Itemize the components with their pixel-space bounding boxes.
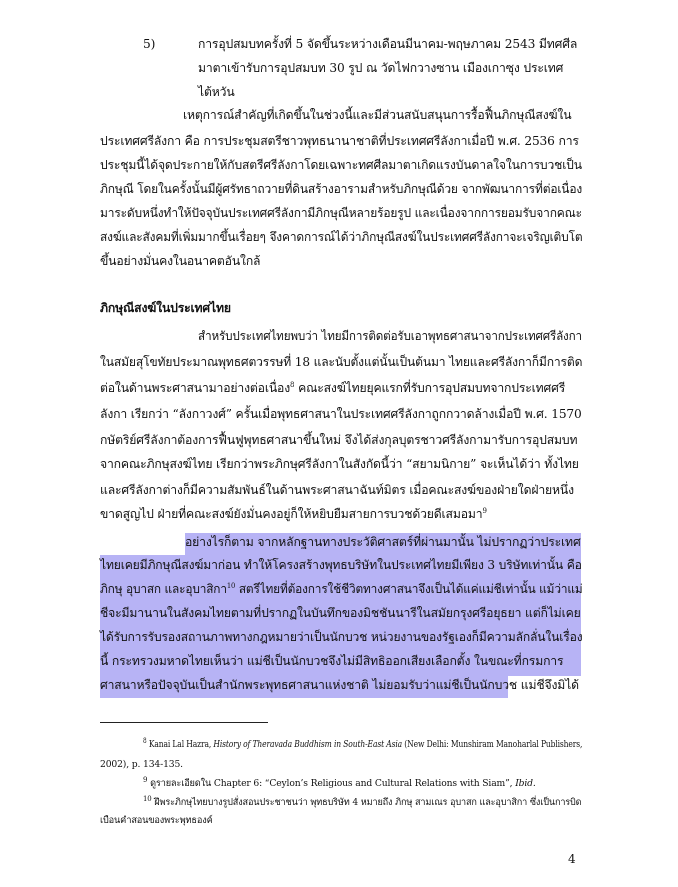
section-heading: ภิกษุณีสงฆ์ในประเทศไทย xyxy=(100,301,231,315)
item5-line-3: ไต้หวัน xyxy=(198,85,235,99)
para1-line-7: ขึ้นอย่างมั่นคงในอนาคตอันใกล้ xyxy=(100,254,261,268)
para3-line-4: ชีจะมีมานานในสังคมไทยตามที่ปรากฏในบันทึกของมิชชันนารีในสมัยกรุงศรีอยุธยา แต่ก็ไม่เคย xyxy=(100,606,581,620)
para2-line-3 xyxy=(100,380,565,396)
footnote-ref-9[interactable]: 9 xyxy=(482,506,487,515)
para2-line-8 xyxy=(100,506,487,522)
para3-line-7 xyxy=(100,677,579,693)
para2-line-5: กษัตริย์ศรีลังกาต้องการฟื้นฟูพุทธศาสนาขึ้นใหม่ จึงได้ส่งกุลบุตรชาวศรีลังกามารับการอุปสมบท xyxy=(100,433,578,447)
para1-line-1: เหตุการณ์สำคัญที่เกิดขึ้นในช่วงนี้และมีส่วนสนับสนุนการรื้อฟื้นภิกษุณีสงฆ์ใน xyxy=(183,108,572,122)
footnote-10-line-1: ฝึพระภิกษุไทยบางรูปสั่งสอนประชาชนว่า พุทธบริษัท 4 หมายถึง ภิกษุ สามเณร อุบาสก และอุบาสิกา ซึ่งเป็นการบิด xyxy=(154,797,582,808)
para3-line-7-unselected: แม่ชีจึงมิได้ xyxy=(520,678,579,692)
item-number: 5) xyxy=(143,37,156,51)
footnote-8-title: History of Theravada Buddhism in South-East Asia xyxy=(213,739,403,750)
para1-line-6: สงฆ์และสังคมที่เพิ่มมากขึ้นเรื่อยๆ จึงคาดการณ์ได้ว่าภิกษุณีสงฆ์ในประเทศศรีลังกาจะเจริญเติบโต xyxy=(100,230,583,244)
para2-line-6: จากคณะภิกษุสงฆ์ไทย เรียกว่าพระภิกษุศรีลังกาในสังกัดนี้ว่า “สยามนิกาย” จะเห็นได้ว่า ทั้งไทย xyxy=(100,457,579,471)
para3-line-6: นี้ กระทรวงมหาดไทยเห็นว่า แม่ชีเป็นนักบวชจึงไม่มีสิทธิออกเสียงเลือกตั้ง ในขณะที่กรมการ xyxy=(100,654,564,668)
para2-line-4: ลังกา เรียกว่า “ลังกาวงศ์” ครั้นเมื่อพุทธศาสนาในประเทศศรีลังกาถูกกวาดล้างเมื่อปี พ.ศ. 1570 xyxy=(100,407,582,421)
footnote-8-mark: 8 xyxy=(143,736,147,745)
footnote-8-rest: (New Delhi: Munshiram Manoharlal Publishers, xyxy=(402,739,583,750)
footnote-ref-10[interactable]: 10 xyxy=(226,581,236,590)
para3-line-2: ไทยเคยมีภิกษุณีสงฆ์มาก่อน ทำให้โครงสร้างพุทธบริษัทในประเทศไทยมีเพียง 3 บริษัทเท่านั้น คือ xyxy=(100,558,582,572)
item5-line-1: การอุปสมบทครั้งที่ 5 จัดขึ้นระหว่างเดือนมีนาคม-พฤษภาคม 2543 มีทศศีล xyxy=(198,37,578,51)
para3-line-5: ได้รับการรับรองสถานภาพทางกฎหมายว่าเป็นนักบวช หน่วยงานของรัฐเองก็มีความลักลั่นในเรื่อง xyxy=(100,630,583,644)
para3-line-3-a: ภิกษุ อุบาสก และอุบาสิกา xyxy=(100,582,227,596)
footnote-9-ibid: Ibid. xyxy=(515,778,536,789)
item5-line-2: มาตาเข้ารับการอุปสมบท 30 รูป ณ วัดไฟกวางซาน เมืองเกาซุง ประเทศ xyxy=(198,61,564,75)
footnote-10 xyxy=(143,796,581,809)
para2-line-8-text: ขาดสูญไป ฝ่ายที่คณะสงฆ์ยังมั่นคงอยู่ก็ให้หยิบยืมสายการบวชด้วยดีเสมอมา xyxy=(100,507,483,521)
footnote-8-line-2: 2002), p. 134-135. xyxy=(100,759,183,770)
footnote-ref-8[interactable]: 8 xyxy=(290,380,295,389)
footnote-8-author: Kanai Lal Hazra, xyxy=(148,739,214,750)
para3-line-1: อย่างไรก็ตาม จากหลักฐานทางประวัติศาสตร์ที่ผ่านมานั้น ไม่ปรากฏว่าประเทศ xyxy=(185,535,581,549)
para1-line-4: ภิกษุณี โดยในครั้งนั้นมีผู้ศรัทธาถวายที่ดินสร้างอารามสำหรับภิกษุณีด้วย จากพัฒนาการที่ต่อเนื่อง xyxy=(100,182,583,196)
footnote-9 xyxy=(143,777,536,790)
footnote-10-line-2: เบือนคำสอนของพระพุทธองค์ xyxy=(100,815,213,826)
footnote-9-mark: 9 xyxy=(143,775,148,784)
footnote-8 xyxy=(143,738,582,751)
para2-line-3-a: ต่อในด้านพระศาสนามาอย่างต่อเนื่อง xyxy=(100,381,291,395)
para1-line-5: มาระดับหนึ่งทำให้ปัจจุบันประเทศศรีลังกามีภิกษุณีหลายร้อยรูป และเนื่องจากการยอมรับจากคณะ xyxy=(100,206,582,220)
page-number: 4 xyxy=(568,852,576,866)
para3-line-7-selected: ศาสนาหรือปัจจุบันเป็นสำนักพระพุทธศาสนาแห่งชาติ ไม่ยอมรับว่าแม่ชีเป็นนักบวช xyxy=(100,678,518,692)
para1-line-3: ประชุมนี้ได้จุดประกายให้กับสตรีศรีลังกาโดยเฉพาะทศศีลมาตาเกิดแรงบันดาลใจในการบวชเป็น xyxy=(100,158,582,172)
para1-line-2: ประเทศศรีลังกา คือ การประชุมสตรีชาวพุทธนานาชาติที่ประเทศศรีลังกาเมื่อปี พ.ศ. 2536 การ xyxy=(100,134,579,148)
para2-line-1: สำหรับประเทศไทยพบว่า ไทยมีการติดต่อรับเอาพุทธศาสนาจากประเทศศรีลังกา xyxy=(198,329,582,343)
footnote-9-text: ดูรายละเอียดใน Chapter 6: “Ceylon’s Religious and Cultural Relations with Siam”, xyxy=(150,778,516,789)
footnote-10-mark: 10 xyxy=(143,794,152,803)
para2-line-7: และศรีลังกาต่างก็มีความสัมพันธ์ในด้านพระศาสนาฉันท์มิตร เมื่อคณะสงฆ์ของฝ่ายใดฝ่ายหนึ่ง xyxy=(100,483,574,497)
para2-line-3-b: คณะสงฆ์ไทยยุคแรกที่รับการอุปสมบทจากประเทศศรี xyxy=(298,381,566,395)
para3-line-3 xyxy=(100,581,583,597)
para2-line-2: ในสมัยสุโขทัยประมาณพุทธศตวรรษที่ 18 และนับตั้งแต่นั้นเป็นต้นมา ไทยและศรีลังกาก็มีการติด xyxy=(100,355,583,369)
para3-line-3-b: สตรีไทยที่ต้องการใช้ชีวิตทางศาสนาจึงเป็นได้แค่แม่ชีเท่านั้น แม้ว่าแม่ xyxy=(238,582,583,596)
footnote-divider xyxy=(100,722,268,723)
